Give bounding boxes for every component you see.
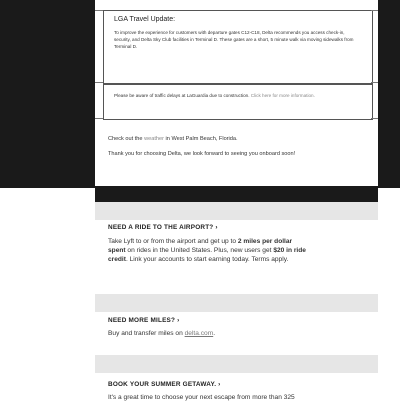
divider-tick (371, 82, 378, 83)
travel-update-title: LGA Travel Update: (114, 16, 176, 23)
divider-tick (371, 10, 378, 11)
ride-promo-text: Take Lyft to or from the airport and get up to 2 miles per dollar spent on rides in the United States. Plus, new users get $20 in ride credit. Link your accounts to start earning today. Terms apply. (108, 238, 306, 264)
weather-link[interactable]: weather (144, 136, 164, 142)
divider-tick (371, 118, 378, 119)
ride-promo-title[interactable]: NEED A RIDE TO THE AIRPORT? › (108, 224, 218, 231)
divider-tick (95, 82, 103, 83)
miles-promo-text: Buy and transfer miles on delta.com. (108, 330, 216, 337)
left-dark-margin (0, 0, 95, 188)
weather-line: Check out the weather in West Palm Beach, Florida. (108, 136, 238, 142)
getaway-promo-text: It's a great time to choose your next escape from more than 325 (108, 394, 295, 401)
promo-band (95, 202, 378, 220)
traffic-notice-text: Please be aware of traffic delays at LaGuardia due to construction. Click here for more information. (114, 93, 315, 98)
right-dark-margin (378, 0, 400, 188)
promo-band (95, 355, 378, 373)
divider-tick (95, 10, 103, 11)
divider-tick (95, 118, 103, 119)
section-separator-band (95, 186, 378, 202)
thanks-line: Thank you for choosing Delta, we look forward to seeing you onboard soon! (108, 151, 296, 157)
traffic-info-link[interactable]: Click here for more information. (250, 93, 315, 98)
delta-link[interactable]: delta.com (184, 330, 214, 337)
traffic-notice-box (103, 84, 373, 120)
getaway-promo-title[interactable]: BOOK YOUR SUMMER GETAWAY. › (108, 381, 221, 388)
promo-band (95, 294, 378, 312)
miles-promo-title[interactable]: NEED MORE MILES? › (108, 317, 180, 324)
travel-update-text: To improve the experience for customers with departure gates C12-C18, Delta recommends you access check-in, security, and Delta Sky Club facilities in Terminal D. These gates are a short, 5 minute walk via moving sidewalks from Terminal D. (114, 30, 354, 49)
travel-update-box (103, 10, 373, 84)
